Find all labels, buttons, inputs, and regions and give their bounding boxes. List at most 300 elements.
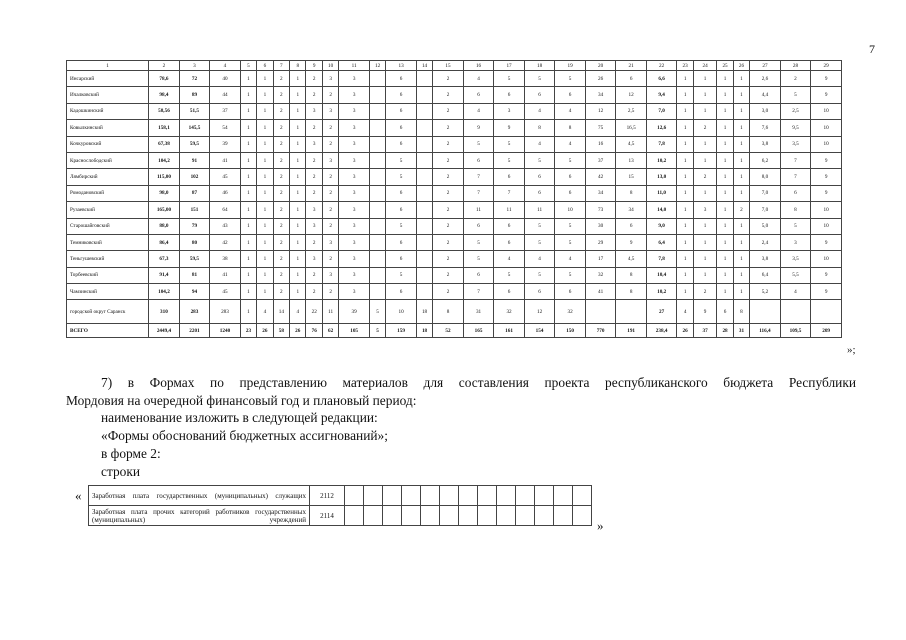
table-cell: 151 bbox=[179, 202, 210, 218]
table-cell: 154 bbox=[524, 324, 555, 338]
table-cell: 1 bbox=[290, 267, 306, 283]
table-cell: 37 bbox=[210, 103, 241, 119]
table-cell: 2 bbox=[306, 234, 322, 250]
table-cell: 1 bbox=[717, 71, 733, 87]
table-cell: 4 bbox=[463, 103, 494, 119]
table-cell: 5 bbox=[463, 136, 494, 152]
table-cell: 9 bbox=[811, 71, 842, 87]
table-cell: 10,2 bbox=[646, 152, 677, 168]
table-row bbox=[67, 284, 842, 300]
district-name: Старошайговский bbox=[67, 218, 149, 234]
table-row bbox=[67, 218, 842, 234]
district-name: ВСЕГО bbox=[67, 324, 149, 338]
column-number: 24 bbox=[693, 61, 716, 71]
table-cell: 9 bbox=[811, 152, 842, 168]
table-cell: 3 bbox=[306, 103, 322, 119]
forms-title-line: «Формы обоснований бюджетных ассигнований»; bbox=[101, 428, 388, 443]
table-cell: 1 bbox=[717, 234, 733, 250]
table-cell: 3 bbox=[339, 71, 370, 87]
table-row bbox=[67, 234, 842, 250]
table-cell: 1 bbox=[717, 169, 733, 185]
table-cell: 4 bbox=[463, 71, 494, 87]
table-cell: 283 bbox=[210, 300, 241, 324]
table-cell: 41 bbox=[210, 267, 241, 283]
table-cell: 770 bbox=[585, 324, 616, 338]
table-cell: 3 bbox=[780, 234, 811, 250]
table-cell: 7,8 bbox=[646, 251, 677, 267]
table-cell: 6 bbox=[386, 87, 417, 103]
table-cell: 6 bbox=[463, 218, 494, 234]
table-cell: 1 bbox=[240, 103, 256, 119]
table-cell: 44 bbox=[210, 87, 241, 103]
column-number: 12 bbox=[369, 61, 385, 71]
table-cell: 6 bbox=[717, 300, 733, 324]
table-cell bbox=[416, 120, 432, 136]
table-cell: 9,5 bbox=[780, 120, 811, 136]
table-cell: 2 bbox=[433, 202, 464, 218]
table-cell: 9 bbox=[811, 234, 842, 250]
table-cell: 7 bbox=[780, 152, 811, 168]
table-cell: 1 bbox=[733, 152, 749, 168]
table-cell: 9 bbox=[494, 120, 525, 136]
table-cell: 109,5 bbox=[780, 324, 811, 338]
district-name: Теньгушевский bbox=[67, 251, 149, 267]
table-cell: 2 bbox=[433, 234, 464, 250]
table-cell bbox=[811, 300, 842, 324]
table-cell: 5 bbox=[780, 218, 811, 234]
table-cell: 2 bbox=[306, 71, 322, 87]
district-name: Торбеевский bbox=[67, 267, 149, 283]
table-cell: 3 bbox=[322, 267, 338, 283]
table-cell: 34 bbox=[585, 185, 616, 201]
table-cell: 9 bbox=[693, 300, 716, 324]
table-cell: 104,2 bbox=[149, 152, 180, 168]
table-cell: 9,4 bbox=[646, 87, 677, 103]
column-number: 20 bbox=[585, 61, 616, 71]
table-cell: 2449,4 bbox=[149, 324, 180, 338]
table-cell: 3 bbox=[339, 120, 370, 136]
table-cell: 2 bbox=[433, 136, 464, 152]
salary-rows-table bbox=[88, 485, 592, 526]
column-number: 1 bbox=[67, 61, 149, 71]
table-cell: 1 bbox=[717, 284, 733, 300]
table-cell: 6,4 bbox=[646, 234, 677, 250]
table-cell: 1 bbox=[693, 71, 716, 87]
table-row bbox=[67, 169, 842, 185]
table-cell: 115,00 bbox=[149, 169, 180, 185]
table-cell: 11 bbox=[524, 202, 555, 218]
table-row bbox=[67, 324, 842, 338]
table-cell: 1 bbox=[733, 267, 749, 283]
table-cell: 4 bbox=[555, 103, 586, 119]
form-2-line: в форме 2: bbox=[101, 446, 161, 461]
table-cell: 8 bbox=[433, 300, 464, 324]
table-cell: 7 bbox=[463, 169, 494, 185]
table-cell: 1 bbox=[693, 234, 716, 250]
table-cell: 5,5 bbox=[780, 267, 811, 283]
table-cell: 1 bbox=[717, 267, 733, 283]
district-name: Темниковский bbox=[67, 234, 149, 250]
table-cell: 1 bbox=[240, 202, 256, 218]
table-cell: 11 bbox=[322, 300, 338, 324]
table-cell: 32 bbox=[555, 300, 586, 324]
table-cell: 4 bbox=[555, 251, 586, 267]
table-cell bbox=[416, 202, 432, 218]
table-cell bbox=[416, 185, 432, 201]
page-number: 7 bbox=[869, 42, 875, 56]
table-cell: 4,4 bbox=[750, 87, 781, 103]
table-cell: 9 bbox=[811, 169, 842, 185]
table-cell: 1 bbox=[677, 136, 693, 152]
column-number: 2 bbox=[149, 61, 180, 71]
table-cell: 17 bbox=[585, 251, 616, 267]
table-cell: 2 bbox=[433, 284, 464, 300]
table-cell: 32 bbox=[494, 300, 525, 324]
table-cell: 1 bbox=[257, 202, 273, 218]
table-row bbox=[67, 71, 842, 87]
table-cell: 6 bbox=[386, 234, 417, 250]
table-cell: 1 bbox=[290, 103, 306, 119]
table-cell: 1 bbox=[693, 87, 716, 103]
table-cell bbox=[416, 152, 432, 168]
table-cell: 18 bbox=[416, 300, 432, 324]
row-name: Заработная плата государственных (муниципальных) служащих bbox=[89, 486, 310, 506]
table-cell: 6 bbox=[386, 103, 417, 119]
table-cell: 3 bbox=[306, 251, 322, 267]
table-cell: 3 bbox=[322, 234, 338, 250]
table-cell: 1 bbox=[693, 218, 716, 234]
table-cell: 6 bbox=[463, 87, 494, 103]
table-cell: 1 bbox=[733, 71, 749, 87]
table-cell: 18 bbox=[416, 324, 432, 338]
table-cell: 2 bbox=[433, 251, 464, 267]
table-cell: 6 bbox=[494, 169, 525, 185]
table-cell: 2 bbox=[273, 71, 289, 87]
column-number: 13 bbox=[386, 61, 417, 71]
table-cell: 9 bbox=[811, 284, 842, 300]
table-cell: 5 bbox=[386, 169, 417, 185]
table-cell: 3 bbox=[339, 284, 370, 300]
table-cell: 41 bbox=[210, 152, 241, 168]
table-cell: 4 bbox=[555, 136, 586, 152]
table-cell: 5 bbox=[555, 71, 586, 87]
table-cell: 3 bbox=[322, 152, 338, 168]
table-cell: 6 bbox=[463, 152, 494, 168]
column-number: 8 bbox=[290, 61, 306, 71]
column-number: 9 bbox=[306, 61, 322, 71]
table-cell: 5 bbox=[463, 234, 494, 250]
table-cell: 9,0 bbox=[646, 218, 677, 234]
table-cell: 2 bbox=[306, 284, 322, 300]
table-cell: 102 bbox=[179, 169, 210, 185]
table-cell: 2,6 bbox=[750, 71, 781, 87]
table-cell: 4 bbox=[524, 251, 555, 267]
table-cell: 14 bbox=[273, 300, 289, 324]
table-cell: 3,5 bbox=[780, 251, 811, 267]
table-cell: 159 bbox=[386, 324, 417, 338]
table-cell: 6 bbox=[386, 251, 417, 267]
table-cell: 5 bbox=[524, 218, 555, 234]
table-cell: 1 bbox=[733, 103, 749, 119]
table-cell bbox=[416, 284, 432, 300]
paragraph-7-line-1: 7) в Формах по представлению материалов для составления проекта республиканского бюджета Республики bbox=[101, 375, 856, 390]
table-cell: 51,5 bbox=[179, 103, 210, 119]
table-cell: 10 bbox=[811, 103, 842, 119]
column-number: 17 bbox=[494, 61, 525, 71]
table-cell: 80 bbox=[179, 234, 210, 250]
table-cell: 104,2 bbox=[149, 284, 180, 300]
column-number: 22 bbox=[646, 61, 677, 71]
table-cell: 1 bbox=[290, 169, 306, 185]
table-cell: 1 bbox=[257, 267, 273, 283]
table-cell bbox=[416, 267, 432, 283]
table-cell: 238,4 bbox=[646, 324, 677, 338]
table-cell bbox=[416, 103, 432, 119]
table-cell: 2 bbox=[780, 71, 811, 87]
row-code: 2112 bbox=[310, 486, 345, 506]
table-cell: 45 bbox=[210, 284, 241, 300]
table-cell: 5,2 bbox=[750, 284, 781, 300]
table-cell: 6 bbox=[524, 284, 555, 300]
table-cell bbox=[416, 87, 432, 103]
district-data-table bbox=[66, 60, 842, 338]
table-cell: 3 bbox=[339, 185, 370, 201]
column-number: 10 bbox=[322, 61, 338, 71]
district-name: Чамзинский bbox=[67, 284, 149, 300]
table-cell: 5 bbox=[386, 267, 417, 283]
table-cell: 26 bbox=[585, 71, 616, 87]
table-cell: 2 bbox=[433, 218, 464, 234]
district-name: Ромодановский bbox=[67, 185, 149, 201]
table-cell: 5 bbox=[369, 300, 385, 324]
table-cell: 3 bbox=[322, 103, 338, 119]
table-cell: 27 bbox=[646, 300, 677, 324]
table-cell: 4 bbox=[677, 300, 693, 324]
table-cell bbox=[416, 71, 432, 87]
table-cell: 86,4 bbox=[149, 234, 180, 250]
table-cell: 2,5 bbox=[780, 103, 811, 119]
table-cell: 1 bbox=[240, 218, 256, 234]
table-cell: 2 bbox=[306, 87, 322, 103]
table-cell: 4 bbox=[780, 284, 811, 300]
district-name: городской округ Саранск bbox=[67, 300, 149, 324]
table-cell: 158,1 bbox=[149, 120, 180, 136]
table-cell: 1 bbox=[677, 87, 693, 103]
table-cell: 9 bbox=[811, 267, 842, 283]
table-cell: 6 bbox=[386, 202, 417, 218]
table-cell bbox=[416, 169, 432, 185]
table-cell: 4 bbox=[524, 136, 555, 152]
row-name: Заработная плата прочих категорий работников государственных (муниципальных) учреждений bbox=[89, 506, 310, 526]
table-row bbox=[67, 152, 842, 168]
table-cell: 1 bbox=[240, 234, 256, 250]
table-cell: 41 bbox=[585, 284, 616, 300]
table-cell: 116,4 bbox=[750, 324, 781, 338]
table-cell: 8,0 bbox=[750, 169, 781, 185]
table-cell: 11 bbox=[463, 202, 494, 218]
table-cell: 1 bbox=[240, 185, 256, 201]
column-number: 28 bbox=[780, 61, 811, 71]
table-cell: 5,0 bbox=[750, 218, 781, 234]
table-cell: 40 bbox=[210, 71, 241, 87]
table-cell: 81 bbox=[179, 267, 210, 283]
table-cell: 37 bbox=[585, 152, 616, 168]
table-cell: 5 bbox=[494, 267, 525, 283]
table-cell: 6 bbox=[386, 284, 417, 300]
table-row bbox=[89, 506, 592, 526]
table-cell: 89 bbox=[179, 87, 210, 103]
table-cell: 29 bbox=[585, 234, 616, 250]
table-cell: 1 bbox=[693, 103, 716, 119]
table-cell: 1 bbox=[693, 251, 716, 267]
table-cell: 2 bbox=[433, 169, 464, 185]
table-cell: 3 bbox=[339, 136, 370, 152]
table-cell: 2 bbox=[322, 120, 338, 136]
table-cell bbox=[369, 251, 385, 267]
table-cell: 1 bbox=[257, 103, 273, 119]
table-cell: 75 bbox=[585, 120, 616, 136]
table-cell: 10 bbox=[811, 202, 842, 218]
table-cell: 5 bbox=[463, 251, 494, 267]
table-cell: 1 bbox=[717, 185, 733, 201]
table-cell: 5 bbox=[555, 267, 586, 283]
naming-line: наименование изложить в следующей редакции: bbox=[101, 410, 378, 425]
table-cell: 145,5 bbox=[179, 120, 210, 136]
table-cell: 4 bbox=[290, 300, 306, 324]
table-cell: 5 bbox=[494, 136, 525, 152]
table-cell: 2 bbox=[273, 136, 289, 152]
table-cell: 98,4 bbox=[149, 87, 180, 103]
table-cell: 9 bbox=[463, 120, 494, 136]
table-cell: 1 bbox=[677, 120, 693, 136]
table-cell: 58,56 bbox=[149, 103, 180, 119]
table-cell: 2 bbox=[322, 185, 338, 201]
table-cell bbox=[369, 284, 385, 300]
table-cell: 6 bbox=[524, 87, 555, 103]
table-cell: 6 bbox=[386, 185, 417, 201]
column-number: 26 bbox=[733, 61, 749, 71]
table-cell bbox=[416, 234, 432, 250]
table-cell: 1 bbox=[677, 152, 693, 168]
table-cell: 1 bbox=[717, 120, 733, 136]
table-cell: 1 bbox=[733, 136, 749, 152]
table-cell: 2 bbox=[433, 120, 464, 136]
table-cell: 1 bbox=[240, 152, 256, 168]
table-cell: 8 bbox=[616, 284, 647, 300]
table-cell: 1 bbox=[733, 234, 749, 250]
table-cell: 6,6 bbox=[646, 71, 677, 87]
table-cell: 1 bbox=[240, 300, 256, 324]
table-cell: 310 bbox=[149, 300, 180, 324]
table-cell: 1 bbox=[717, 251, 733, 267]
table-cell: 23 bbox=[240, 324, 256, 338]
table-cell: 15 bbox=[616, 169, 647, 185]
table-cell: 1 bbox=[733, 120, 749, 136]
close-quote: » bbox=[597, 518, 604, 533]
table-cell: 1 bbox=[257, 251, 273, 267]
table-cell: 1 bbox=[257, 71, 273, 87]
table-cell: 1 bbox=[257, 120, 273, 136]
table-cell: 1 bbox=[733, 185, 749, 201]
table-cell: 91 bbox=[179, 152, 210, 168]
table-cell: 58 bbox=[273, 324, 289, 338]
table-cell: 7 bbox=[463, 284, 494, 300]
table-cell: 3 bbox=[339, 152, 370, 168]
table-cell: 8 bbox=[555, 120, 586, 136]
table-cell: 1 bbox=[733, 87, 749, 103]
table-cell: 37 bbox=[693, 324, 716, 338]
table-cell: 87 bbox=[179, 185, 210, 201]
table-cell: 1 bbox=[693, 136, 716, 152]
table-cell bbox=[369, 103, 385, 119]
table-cell: 8 bbox=[616, 185, 647, 201]
table-cell bbox=[416, 251, 432, 267]
column-number: 23 bbox=[677, 61, 693, 71]
table-row bbox=[67, 103, 842, 119]
table-cell: 9 bbox=[616, 234, 647, 250]
table-cell: 2 bbox=[306, 152, 322, 168]
table-cell: 43 bbox=[210, 218, 241, 234]
table-cell bbox=[369, 218, 385, 234]
table-cell: 10,4 bbox=[646, 267, 677, 283]
table-cell bbox=[750, 300, 781, 324]
table-cell: 7,8 bbox=[646, 136, 677, 152]
table-cell: 161 bbox=[494, 324, 525, 338]
table-cell: 7,6 bbox=[750, 120, 781, 136]
table-cell: 1 bbox=[290, 284, 306, 300]
column-number: 15 bbox=[433, 61, 464, 71]
column-number: 3 bbox=[179, 61, 210, 71]
table-cell: 39 bbox=[210, 136, 241, 152]
table-cell: 2 bbox=[273, 284, 289, 300]
table-cell: 73 bbox=[585, 202, 616, 218]
table-cell: 2 bbox=[433, 152, 464, 168]
table-cell: 1 bbox=[677, 185, 693, 201]
table-cell: 12,6 bbox=[646, 120, 677, 136]
table-closing-mark: »; bbox=[847, 344, 856, 356]
table-cell bbox=[616, 300, 647, 324]
table-row bbox=[67, 251, 842, 267]
table-cell bbox=[369, 267, 385, 283]
table-cell: 6 bbox=[524, 169, 555, 185]
table-cell: 4 bbox=[494, 251, 525, 267]
table-cell bbox=[416, 136, 432, 152]
table-cell: 30 bbox=[585, 218, 616, 234]
table-cell: 2 bbox=[693, 169, 716, 185]
table-cell: 98,0 bbox=[149, 185, 180, 201]
column-number: 21 bbox=[616, 61, 647, 71]
table-cell: 26 bbox=[257, 324, 273, 338]
table-cell: 2 bbox=[693, 120, 716, 136]
district-name: Лямбирский bbox=[67, 169, 149, 185]
table-row bbox=[67, 136, 842, 152]
table-cell bbox=[369, 87, 385, 103]
table-cell: 52 bbox=[433, 324, 464, 338]
table-cell: 88,0 bbox=[149, 218, 180, 234]
table-cell: 72 bbox=[179, 71, 210, 87]
table-cell: 6 bbox=[386, 71, 417, 87]
table-cell: 3 bbox=[494, 103, 525, 119]
table-cell: 2 bbox=[273, 87, 289, 103]
table-cell: 1 bbox=[290, 120, 306, 136]
table-cell: 2 bbox=[306, 120, 322, 136]
table-cell: 5 bbox=[494, 71, 525, 87]
table-cell: 59,5 bbox=[179, 136, 210, 152]
table-cell: 42 bbox=[585, 169, 616, 185]
table-cell: 8 bbox=[616, 267, 647, 283]
table-cell: 46 bbox=[210, 185, 241, 201]
table-cell: 8 bbox=[780, 202, 811, 218]
